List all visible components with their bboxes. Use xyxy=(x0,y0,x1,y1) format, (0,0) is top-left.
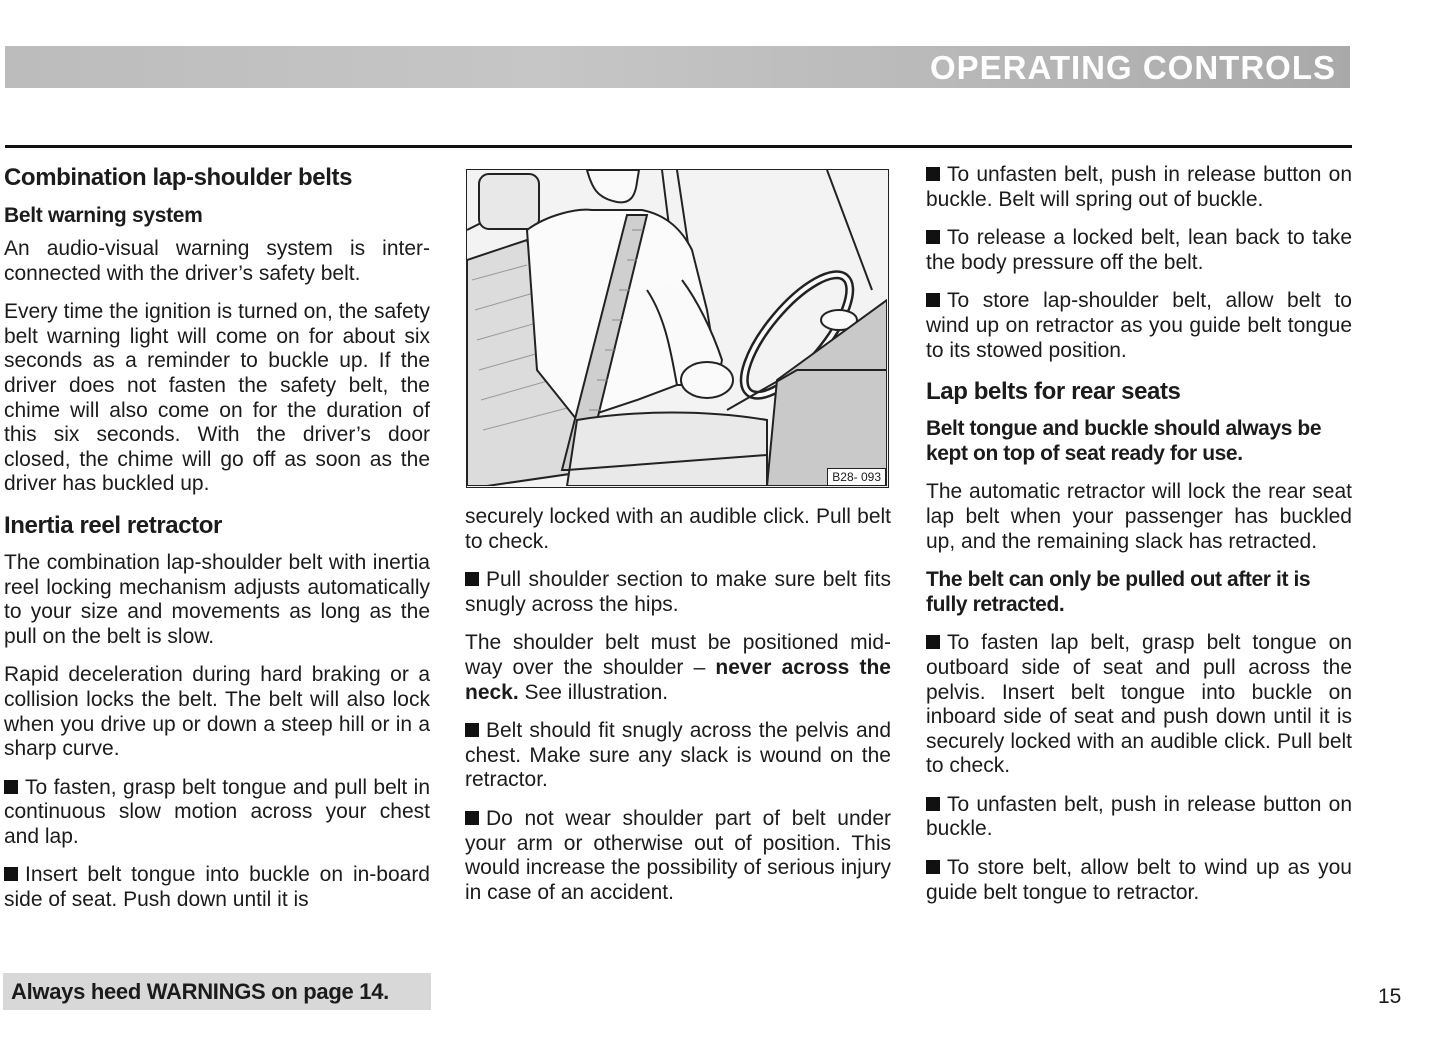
bullet-item xyxy=(4,776,430,850)
heading-inertia-reel: Inertia reel retractor xyxy=(4,511,222,539)
text: The shoulder belt must be positioned mid-way over the shoulder – xyxy=(465,631,891,679)
bullet-item xyxy=(926,793,1352,842)
bullet-text: Insert belt tongue into buckle on in-board side of seat. Push down until it is xyxy=(4,863,430,912)
bullet-square-icon xyxy=(465,572,479,586)
bullet-square-icon xyxy=(926,635,940,649)
header-rule xyxy=(5,145,1352,148)
column-left xyxy=(4,163,430,927)
bold-note: Belt tongue and buckle should always be kept on top of seat ready for use. xyxy=(926,417,1322,465)
bullet-square-icon xyxy=(926,860,940,874)
emphasis-text: never across the neck. xyxy=(465,655,891,704)
bullet-text: Belt should fit snugly across the pelvis and chest. Make sure any slack is wound on the retractor. xyxy=(465,719,891,792)
bullet-item xyxy=(926,631,1352,779)
figure-code-label: B28- 093 xyxy=(827,468,886,486)
bold-note: The belt can only be pulled out after it is fully retracted. xyxy=(926,568,1311,616)
column-middle xyxy=(465,505,891,919)
bullet-item xyxy=(926,163,1352,212)
bullet-text: To release a locked belt, lean back to take the body pressure off the belt. xyxy=(926,226,1352,274)
text: See illustration. xyxy=(524,680,669,704)
bullet-square-icon xyxy=(926,293,940,307)
bullet-square-icon xyxy=(465,811,479,825)
paragraph: securely locked with an audible click. Pull belt to check. xyxy=(465,505,891,553)
bullet-item xyxy=(926,856,1352,905)
bullet-text: To fasten lap belt, grasp belt tongue on outboard side of seat and pull across the pelvis. Insert belt tongue into buckle on inboard side of seat and push down until it is securely locked with an audible click. Pull belt to check. xyxy=(926,631,1352,778)
bullet-text: Pull shoulder section to make sure belt fits snugly across the hips. xyxy=(465,568,891,616)
page-number: 15 xyxy=(1378,985,1402,1008)
section-title: OPERATING CONTROLS xyxy=(929,49,1336,86)
bullet-item xyxy=(926,289,1352,363)
bullet-square-icon xyxy=(926,797,940,811)
bullet-item xyxy=(4,863,430,912)
bullet-square-icon xyxy=(4,867,18,881)
section-header-band xyxy=(5,46,1350,88)
paragraph-shoulder-position xyxy=(465,631,891,705)
bullet-item xyxy=(926,226,1352,275)
warning-footer-box: Always heed WARNINGS on page 14. xyxy=(3,973,431,1010)
bullet-text: To fasten, grasp belt tongue and pull belt in continuous slow motion across your chest and lap. xyxy=(4,775,430,848)
bullet-square-icon xyxy=(926,230,940,244)
paragraph: Rapid deceleration during hard braking or a collision locks the belt. The belt will also lock when you drive up or down a steep hill or in a sharp curve. xyxy=(4,663,430,761)
bullet-item xyxy=(465,807,891,905)
paragraph: An audio-visual warning system is inter-connected with the driver’s safety belt. xyxy=(4,237,430,285)
bullet-item xyxy=(465,719,891,793)
bullet-text: To unfasten belt, push in release button on buckle. xyxy=(926,792,1352,841)
bullet-square-icon xyxy=(465,723,479,737)
heading-combination-belts: Combination lap-shoulder belts xyxy=(4,164,353,191)
heading-rear-lap-belts: Lap belts for rear seats xyxy=(926,378,1181,406)
bullet-item xyxy=(465,568,891,617)
paragraph: The combination lap-shoulder belt with inertia reel locking mechanism adjusts automatically to your size and movements as long as the pull on the belt is slow. xyxy=(4,550,430,648)
bullet-square-icon xyxy=(926,167,940,181)
bullet-text: Do not wear shoulder part of belt under your arm or otherwise out of position. This would increase the possibility of serious injury in case of an accident. xyxy=(465,806,891,904)
bullet-square-icon xyxy=(4,780,18,794)
subheading-warning-system: Belt warning system xyxy=(4,204,203,227)
paragraph: Every time the ignition is turned on, the safety belt warning light will come on for about six seconds as a reminder to buckle up. If the driver does not fasten the safety belt, the chime will also come on for the duration of this six seconds. With the driver’s door closed, the chime will go off as soon as the driver has buckled up. xyxy=(4,300,430,496)
bullet-text: To store belt, allow belt to wind up as you guide belt tongue to retractor. xyxy=(926,856,1352,904)
bullet-text: To store lap-shoulder belt, allow belt to wind up on retractor as you guide belt tongue to its stowed position. xyxy=(926,289,1352,362)
paragraph: The automatic retractor will lock the rear seat lap belt when your passenger has buckled up, and the remaining slack has retracted. xyxy=(926,480,1352,553)
driver-belt-drawing xyxy=(467,170,887,486)
bullet-text: To unfasten belt, push in release button on buckle. Belt will spring out of buckle. xyxy=(926,163,1352,211)
illustration-driver-belt xyxy=(466,169,889,488)
column-right xyxy=(926,163,1352,919)
